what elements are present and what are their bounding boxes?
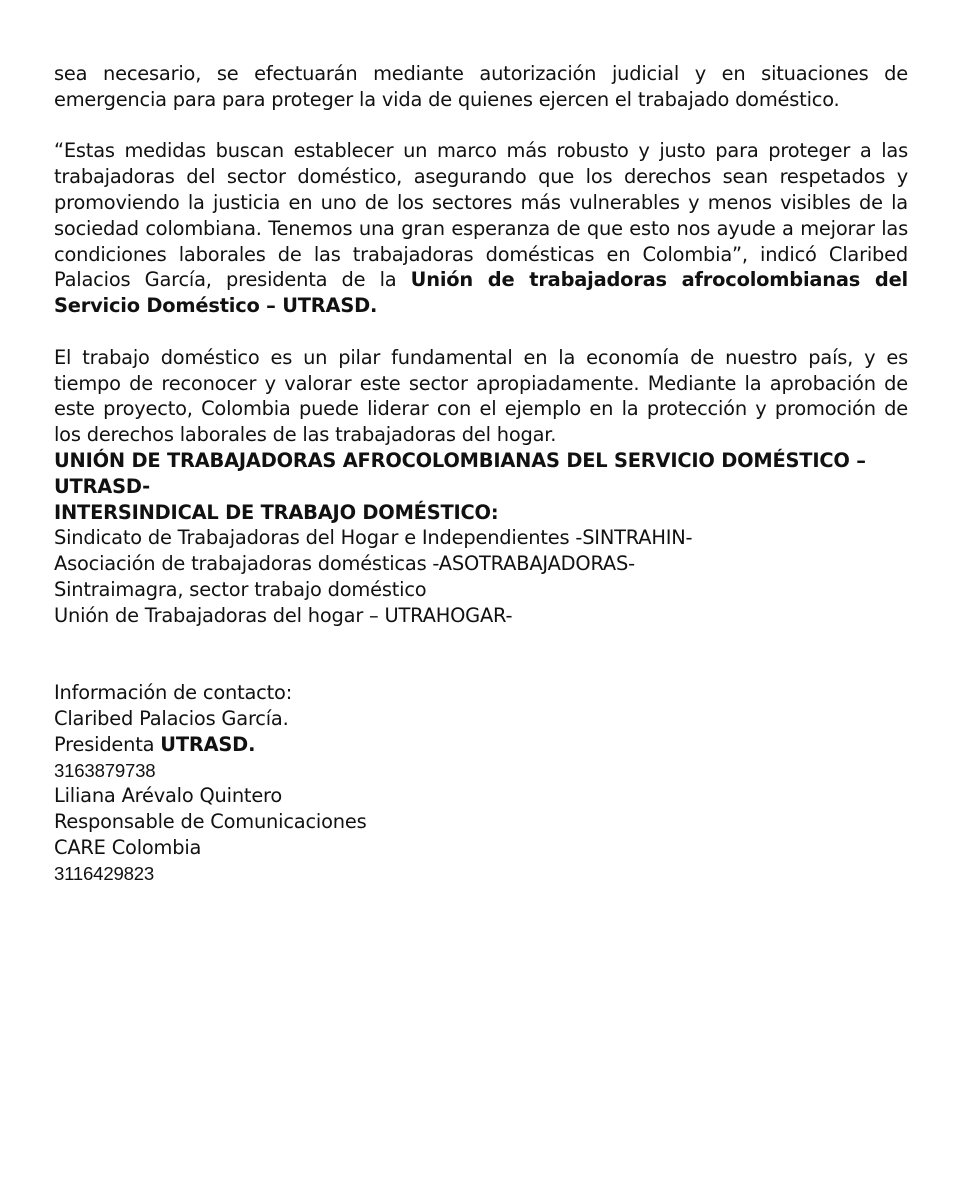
quote-text: “Estas medidas buscan establecer un marco más robusto y justo para proteger a las trabajadoras del sector doméstico, asegurando que los derechos sean respetados y promoviendo la justicia en uno de los sectores más vulnerables y menos visibles de la sociedad colombiana. Tenemos una gran esperanza de que esto nos ayude a mejorar las condiciones laborales de las trabajadoras domésticas en Colombia”, indicó Claribed Palacios García, presidenta de la [54, 139, 908, 292]
contact-2-role: Responsable de Comunicaciones [54, 810, 367, 834]
contact-2-name: Liliana Arévalo Quintero [54, 784, 283, 808]
document-page [54, 61, 908, 887]
contact-2-org: CARE Colombia [54, 835, 202, 859]
contact-1-role [54, 732, 908, 758]
member-item: Asociación de trabajadoras domésticas -ASOTRABAJADORAS- [54, 552, 635, 576]
intersindical-heading: INTERSINDICAL DE TRABAJO DOMÉSTICO: [54, 500, 499, 524]
contact-1-phone: 3163879738 [54, 759, 156, 781]
paragraph-3: El trabajo doméstico es un pilar fundamental en la economía de nuestro país, y es tiempo de reconocer y valorar este sector apropiadamente. Mediante la aprobación de este proyecto, Colombia puede liderar con el ejemplo en la protección y promoción de los derechos laborales de las trabajadoras del hogar. [54, 345, 908, 447]
paragraph-quote [54, 138, 908, 319]
contact-1-role-prefix: Presidenta [54, 732, 161, 756]
member-item: Unión de Trabajadoras del hogar – UTRAHOGAR- [54, 603, 513, 627]
contact-1-name: Claribed Palacios García. [54, 706, 289, 730]
paragraph-1: sea necesario, se efectuarán mediante autorización judicial y en situaciones de emergencia para para proteger la vida de quienes ejercen el trabajado doméstico. [54, 62, 908, 111]
member-item: Sintraimagra, sector trabajo doméstico [54, 577, 427, 601]
quote-org-name: Unión de trabajadoras afrocolombianas del Servicio Doméstico – UTRASD. [54, 268, 908, 318]
contact-label: Información de contacto: [54, 681, 293, 705]
contact-2-phone: 3116429823 [54, 862, 155, 884]
member-item: Sindicato de Trabajadoras del Hogar e Independientes -SINTRAHIN- [54, 526, 693, 550]
utrasd-heading: UNIÓN DE TRABAJADORAS AFROCOLOMBIANAS DEL SERVICIO DOMÉSTICO – UTRASD- [54, 448, 866, 498]
contact-1-role-org: UTRASD. [160, 732, 256, 756]
